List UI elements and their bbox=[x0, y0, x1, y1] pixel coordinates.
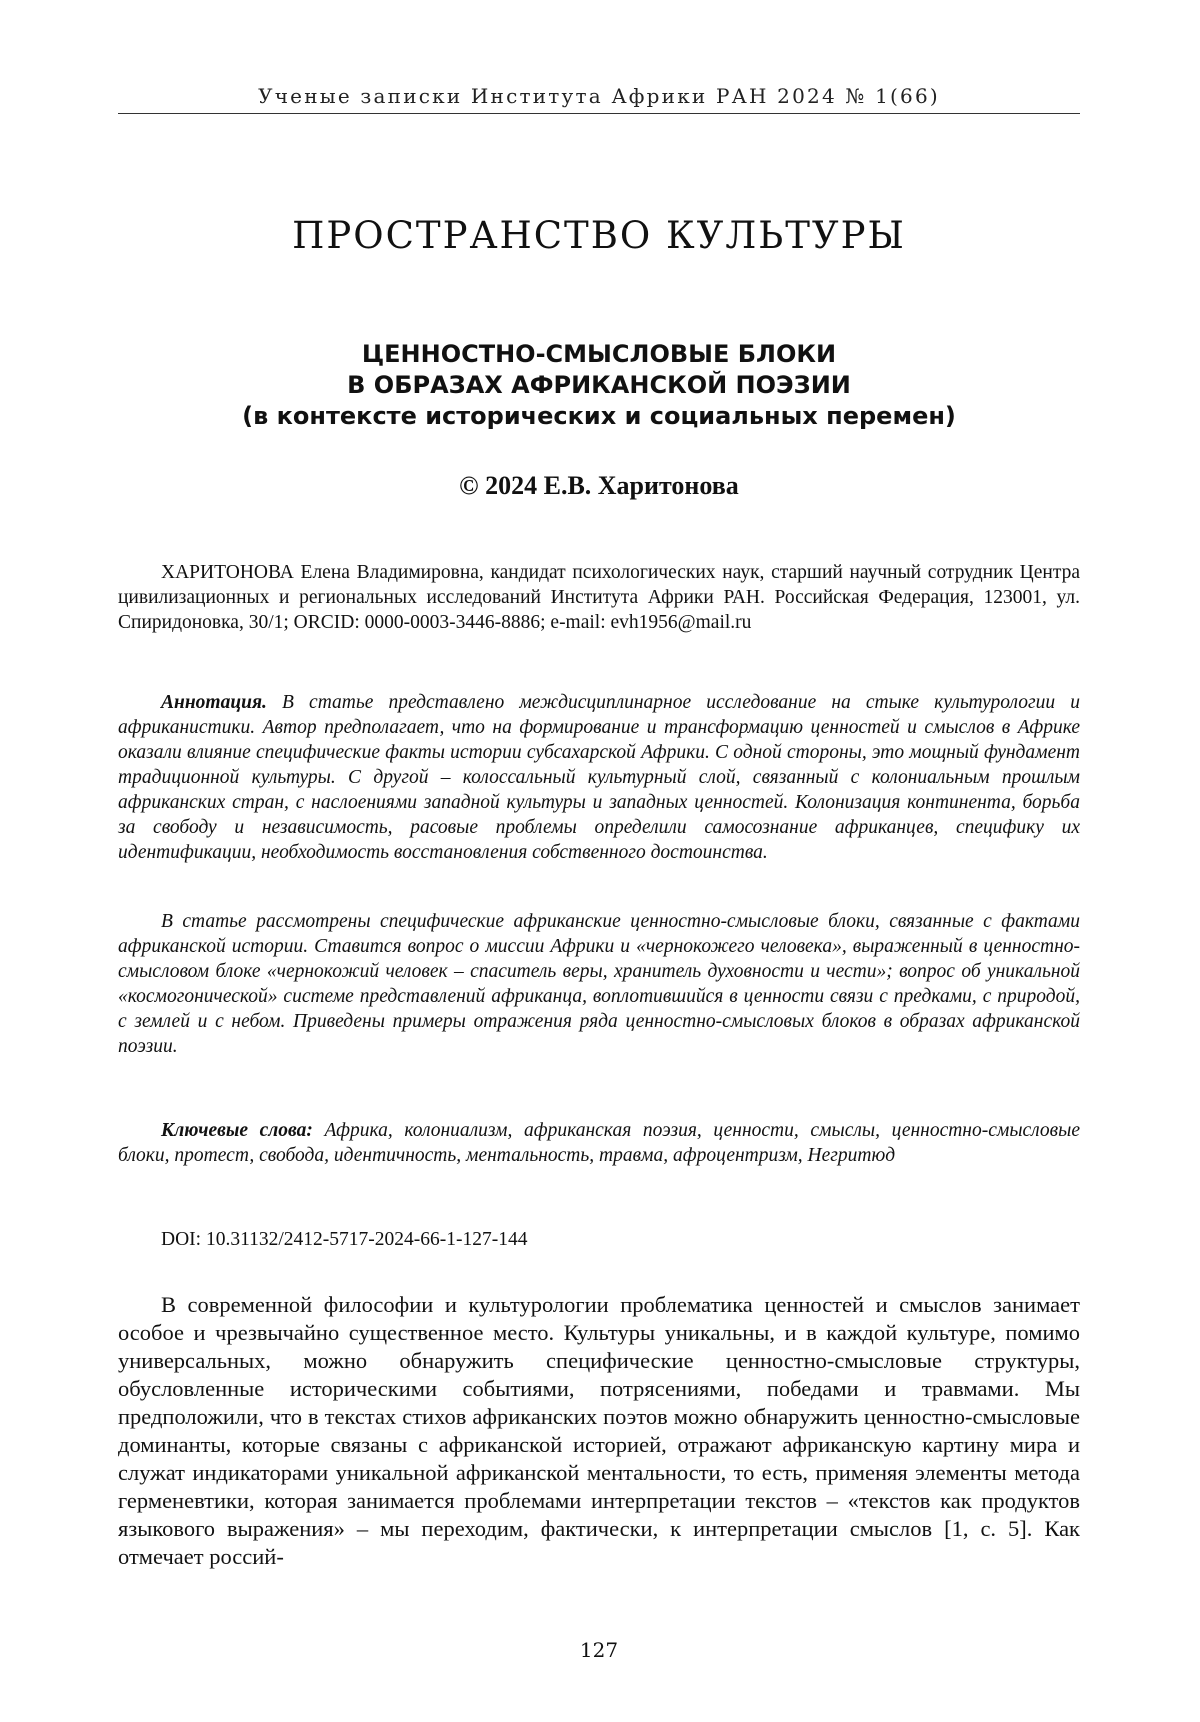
header-rule bbox=[118, 113, 1080, 114]
abstract-text-1: В статье представлено междисциплинарное исследование на стыке культурологии и африканистики. Автор предполагает, что на формирование и трансформацию ценностей и смыслов в Африке оказали влияние специфические факты истории субсахарской Африки. С одной стороны, это мощный фундамент традиционной культуры. С другой – колоссальный культурный слой, связанный с колониальным прошлым африканских стран, с наслоениями западной культуры и западных ценностей. Колонизация континента, борьба за свободу и независимость, расовые проблемы определили самосознание африканцев, специфику их идентификации, необходимость восстановления собственного достоинства. bbox=[118, 692, 1080, 863]
article-title-line-2: В ОБРАЗАХ АФРИКАНСКОЙ ПОЭЗИИ bbox=[347, 371, 851, 399]
keywords-label: Ключевые слова: bbox=[161, 1120, 313, 1141]
keywords-text: Африка, колониализм, африканская поэзия, ценности, смыслы, ценностно-смысловые блоки, протест, свобода, идентичность, ментальность, травма, афроцентризм, Негритюд bbox=[118, 1120, 1080, 1166]
section-title: ПРОСТРАНСТВО КУЛЬТУРЫ bbox=[292, 214, 906, 257]
running-head: Ученые записки Института Африки РАН 2024 № 1(66) bbox=[258, 84, 940, 108]
author-info: ХАРИТОНОВА Елена Владимировна, кандидат психологических наук, старший научный сотрудник Центра цивилизационных и региональных исследований Института Африки РАН. Российская Федерация, 123001, ул. Спиридоновка, 30/1; ORCID: 0000-0003-3446-8886; e-mail: evh1956@mail.ru bbox=[118, 562, 1080, 633]
article-title-line-1: ЦЕННОСТНО-СМЫСЛОВЫЕ БЛОКИ bbox=[361, 340, 837, 368]
abstract-paragraph-1 bbox=[118, 690, 1080, 865]
article-title bbox=[118, 339, 1080, 432]
abstract-label: Аннотация. bbox=[161, 692, 267, 713]
keywords-paragraph bbox=[118, 1118, 1080, 1168]
doi: DOI: 10.31132/2412-5717-2024-66-1-127-144 bbox=[161, 1229, 528, 1250]
abstract-paragraph-2: В статье рассмотрены специфические африканские ценностно-смысловые блоки, связанные с фактами африканской истории. Ставится вопрос о миссии Африки и «чернокожего человека», выраженный в ценностно-смысловом блоке «чернокожий человек – спаситель веры, хранитель духовности и чести»; вопрос об уникальной «космогонической» системе представлений африканца, воплотившийся в ценности связи с предками, с природой, с землей и с небом. Приведены примеры отражения ряда ценностно-смысловых блоков в образах африканской поэзии. bbox=[118, 911, 1080, 1057]
article-title-subtitle: (в контексте исторических и социальных перемен) bbox=[242, 402, 956, 430]
body-paragraph: В современной философии и культурологии проблематика ценностей и смыслов занимает особое и чрезвычайно существенное место. Культуры уникальны, и в каждой культуре, помимо универсальных, можно обнаружить специфические ценностно-смысловые структуры, обусловленные историческими событиями, потрясениями, победами и травмами. Мы предположили, что в текстах стихов африканских поэтов можно обнаружить ценностно-смысловые доминанты, которые связаны с африканской историей, отражают африканскую картину мира и служат индикаторами уникальной африканской ментальности, то есть, применяя элементы метода герменевтики, которая занимается проблемами интерпретации текстов – «текстов как продуктов языкового выражения» – мы переходим, фактически, к интерпретации смыслов [1, с. 5]. Как отмечает россий- bbox=[118, 1292, 1080, 1569]
copyright-author: © 2024 Е.В. Харитонова bbox=[459, 471, 739, 500]
page-number: 127 bbox=[579, 1638, 619, 1662]
